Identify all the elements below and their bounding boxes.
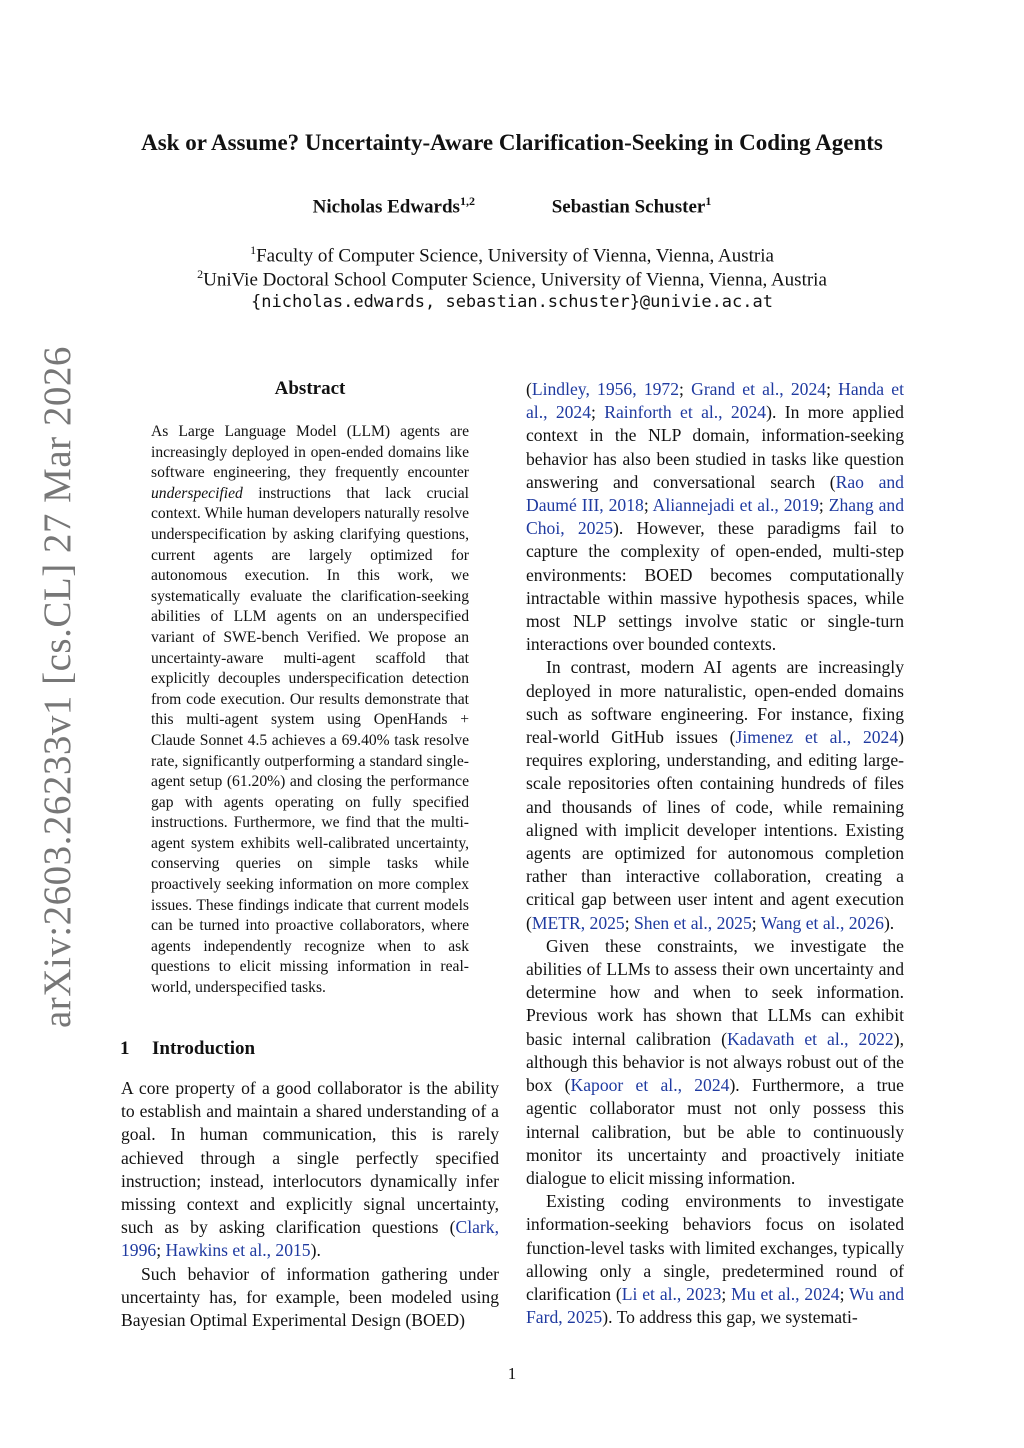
text: ).	[310, 1240, 321, 1261]
author-2-affil-mark: 1	[705, 194, 712, 208]
text: ) requires exploring, understanding, and editing large-scale repositories often containing hundreds of files and thousands of lines of code, while remaining aligned with implicit developer intentions. Existing agents are optimized for autonomous completion rather than interactive collaboration, creating a critical gap between user intent and agent execution (	[526, 727, 904, 933]
citation-link[interactable]: Shen et al., 2025	[634, 912, 752, 933]
author-emails: {nicholas.edwards, sebastian.schuster}@univie.ac.at	[251, 292, 773, 312]
citation-link[interactable]: Aliannejadi et al., 2019	[652, 495, 819, 516]
citation-link[interactable]: Wu and Fard, 2025	[526, 1283, 905, 1328]
citation-link[interactable]: Wang et al., 2026	[760, 912, 884, 933]
text: Given these constraints, we investigate the abilities of LLMs to assess their own uncertainty and determine how and when to seek information. Previous work has shown that LLMs can exhibit basic internal calibration (	[526, 935, 904, 1049]
text: ;	[818, 495, 829, 516]
author-1	[313, 194, 475, 218]
citation-link[interactable]: Handa et al., 2024	[526, 379, 904, 423]
paragraph	[526, 378, 904, 656]
text: ;	[643, 495, 653, 516]
text: ;	[591, 402, 605, 423]
text: ).	[883, 912, 895, 933]
citation-link[interactable]: Li et al., 2023	[621, 1283, 722, 1304]
text: ;	[156, 1240, 166, 1261]
text: A core property of a good collaborator is the ability to establish and maintain a shared understanding of a goal. In human communication, this is rarely achieved through a single perfectly specified instruction; instead, interlocutors dynamically infer missing context and explicitly signal uncertainty, such as by asking clarification questions (	[121, 1078, 499, 1238]
left-column	[121, 1077, 499, 1332]
citation-link[interactable]: Mu et al., 2024	[731, 1283, 840, 1304]
citation-link[interactable]: Grand et al., 2024	[691, 379, 827, 399]
text: ), although this behavior is not always robust out of the box (	[526, 1028, 904, 1096]
citation-link[interactable]: Kadavath et al., 2022	[726, 1028, 894, 1049]
text: ). Furthermore, a true agentic collaborator must not only possess this internal calibration, but be able to continuously monitor its uncertainty and proactively initiate dialogue to elicit missing information.	[526, 1075, 904, 1188]
citation-link[interactable]: Rainforth et al., 2024	[604, 402, 767, 423]
author-2-name: Sebastian Schuster	[551, 196, 706, 218]
citation-link[interactable]: Rao and Daumé III, 2018	[526, 471, 904, 516]
abstract-text-2: instructions that lack crucial context. While human developers naturally resolve underspecification by asking clarifying questions, current agents are largely optimized for autonomous execution. In this work, we systematically evaluate the clarification-seeking abilities of LLM agents on an underspecified variant of SWE-bench Verified. We propose an uncertainty-aware multi-agent scaffold that explicitly decouples underspecification detection from code execution. Our results demonstrate that this multi-agent system using OpenHands + Claude Sonnet 4.5 achieves a 69.40% task resolve rate, significantly outperforming a standard single-agent setup (61.20%) and closing the performance gap with agents operating on fully specified instructions. Furthermore, we find that the multi-agent system exhibits well-calibrated uncertainty, conserving queries on simple tasks while proactively seeking information on more complex issues. These findings indicate that current models can be turned into proactive collaborators, where agents independently recognize when to ask questions to elicit missing information in real-world, underspecified tasks.	[151, 484, 469, 997]
text: ;	[624, 912, 635, 933]
affiliation-1	[0, 243, 1024, 267]
author-list	[0, 194, 1024, 218]
page-number: 1	[507, 1364, 517, 1383]
author-2	[552, 194, 712, 218]
text: ). However, these paradigms fail to capture the complexity of open-ended, multi-step environments: BOED becomes computationally intractable within massive hypothesis spaces, while most NLP settings involve static or single-turn interactions over bounded contexts.	[526, 518, 905, 655]
abstract-text-1: As Large Language Model (LLM) agents are increasingly deployed in open-ended domains like software engineering, they frequently encounter	[151, 423, 469, 482]
right-column	[526, 378, 904, 1329]
affiliation-1-mark: 1	[250, 243, 257, 257]
section-number: 1	[120, 1038, 130, 1059]
abstract-heading: Abstract	[274, 378, 346, 399]
arxiv-stamp: arXiv:2603.26233v1 [cs.CL] 27 Mar 2026	[36, 346, 79, 1028]
text: ;	[721, 1283, 732, 1304]
text: (	[526, 379, 532, 399]
citation-link[interactable]: METR, 2025	[531, 912, 625, 933]
text: In contrast, modern AI agents are increasingly deployed in more naturalistic, open-ended domains such as software engineering. For instance, fixing real-world GitHub issues (	[526, 657, 904, 748]
paragraph	[526, 1190, 904, 1329]
citation-link[interactable]: Clark, 1996	[121, 1217, 499, 1261]
citation-link[interactable]: Kapoor et al., 2024	[570, 1075, 730, 1096]
paragraph	[526, 656, 904, 934]
affiliation-2-mark: 2	[197, 267, 204, 281]
section-heading	[120, 1038, 255, 1060]
citation-link[interactable]: Hawkins et al., 2015	[165, 1240, 311, 1261]
text: Existing coding environments to investigate information-seeking behaviors focus on isolated function-level tasks with limited exchanges, typically allowing only a single, predetermined round of clarification (	[526, 1191, 904, 1304]
text: ;	[751, 912, 761, 933]
citation-link[interactable]: Lindley, 1956, 1972	[531, 379, 680, 399]
author-1-name: Nicholas Edwards	[312, 196, 460, 218]
citation-link[interactable]: Jimenez et al., 2024	[735, 727, 899, 748]
affiliation-2	[0, 267, 1024, 291]
text: Such behavior of information gathering under uncertainty has, for example, been modeled using Bayesian Optimal Experimental Design (BOED)	[121, 1263, 499, 1331]
paragraph	[526, 935, 904, 1190]
affiliation-1-text: Faculty of Computer Science, University of Vienna, Vienna, Austria	[256, 245, 774, 267]
paper-title: Ask or Assume? Uncertainty-Aware Clarification-Seeking in Coding Agents	[141, 130, 883, 155]
text: ;	[839, 1283, 850, 1304]
section-title: Introduction	[152, 1038, 256, 1059]
paragraph	[121, 1263, 499, 1333]
citation-link[interactable]: Zhang and Choi, 2025	[526, 495, 904, 539]
affiliation-2-text: UniVie Doctoral School Computer Science, University of Vienna, Vienna, Austria	[203, 269, 827, 291]
author-1-affil-mark: 1,2	[459, 194, 475, 208]
text: ). To address this gap, we systemati-	[602, 1307, 858, 1328]
abstract-emphasis: underspecified	[151, 484, 243, 502]
paragraph	[121, 1077, 499, 1263]
text: ). In more applied context in the NLP domain, information-seeking behavior has also been studied in tasks like question answering and conversational search (	[526, 402, 904, 492]
text: ;	[679, 379, 692, 399]
text: ;	[826, 379, 839, 399]
abstract-body	[151, 422, 469, 999]
